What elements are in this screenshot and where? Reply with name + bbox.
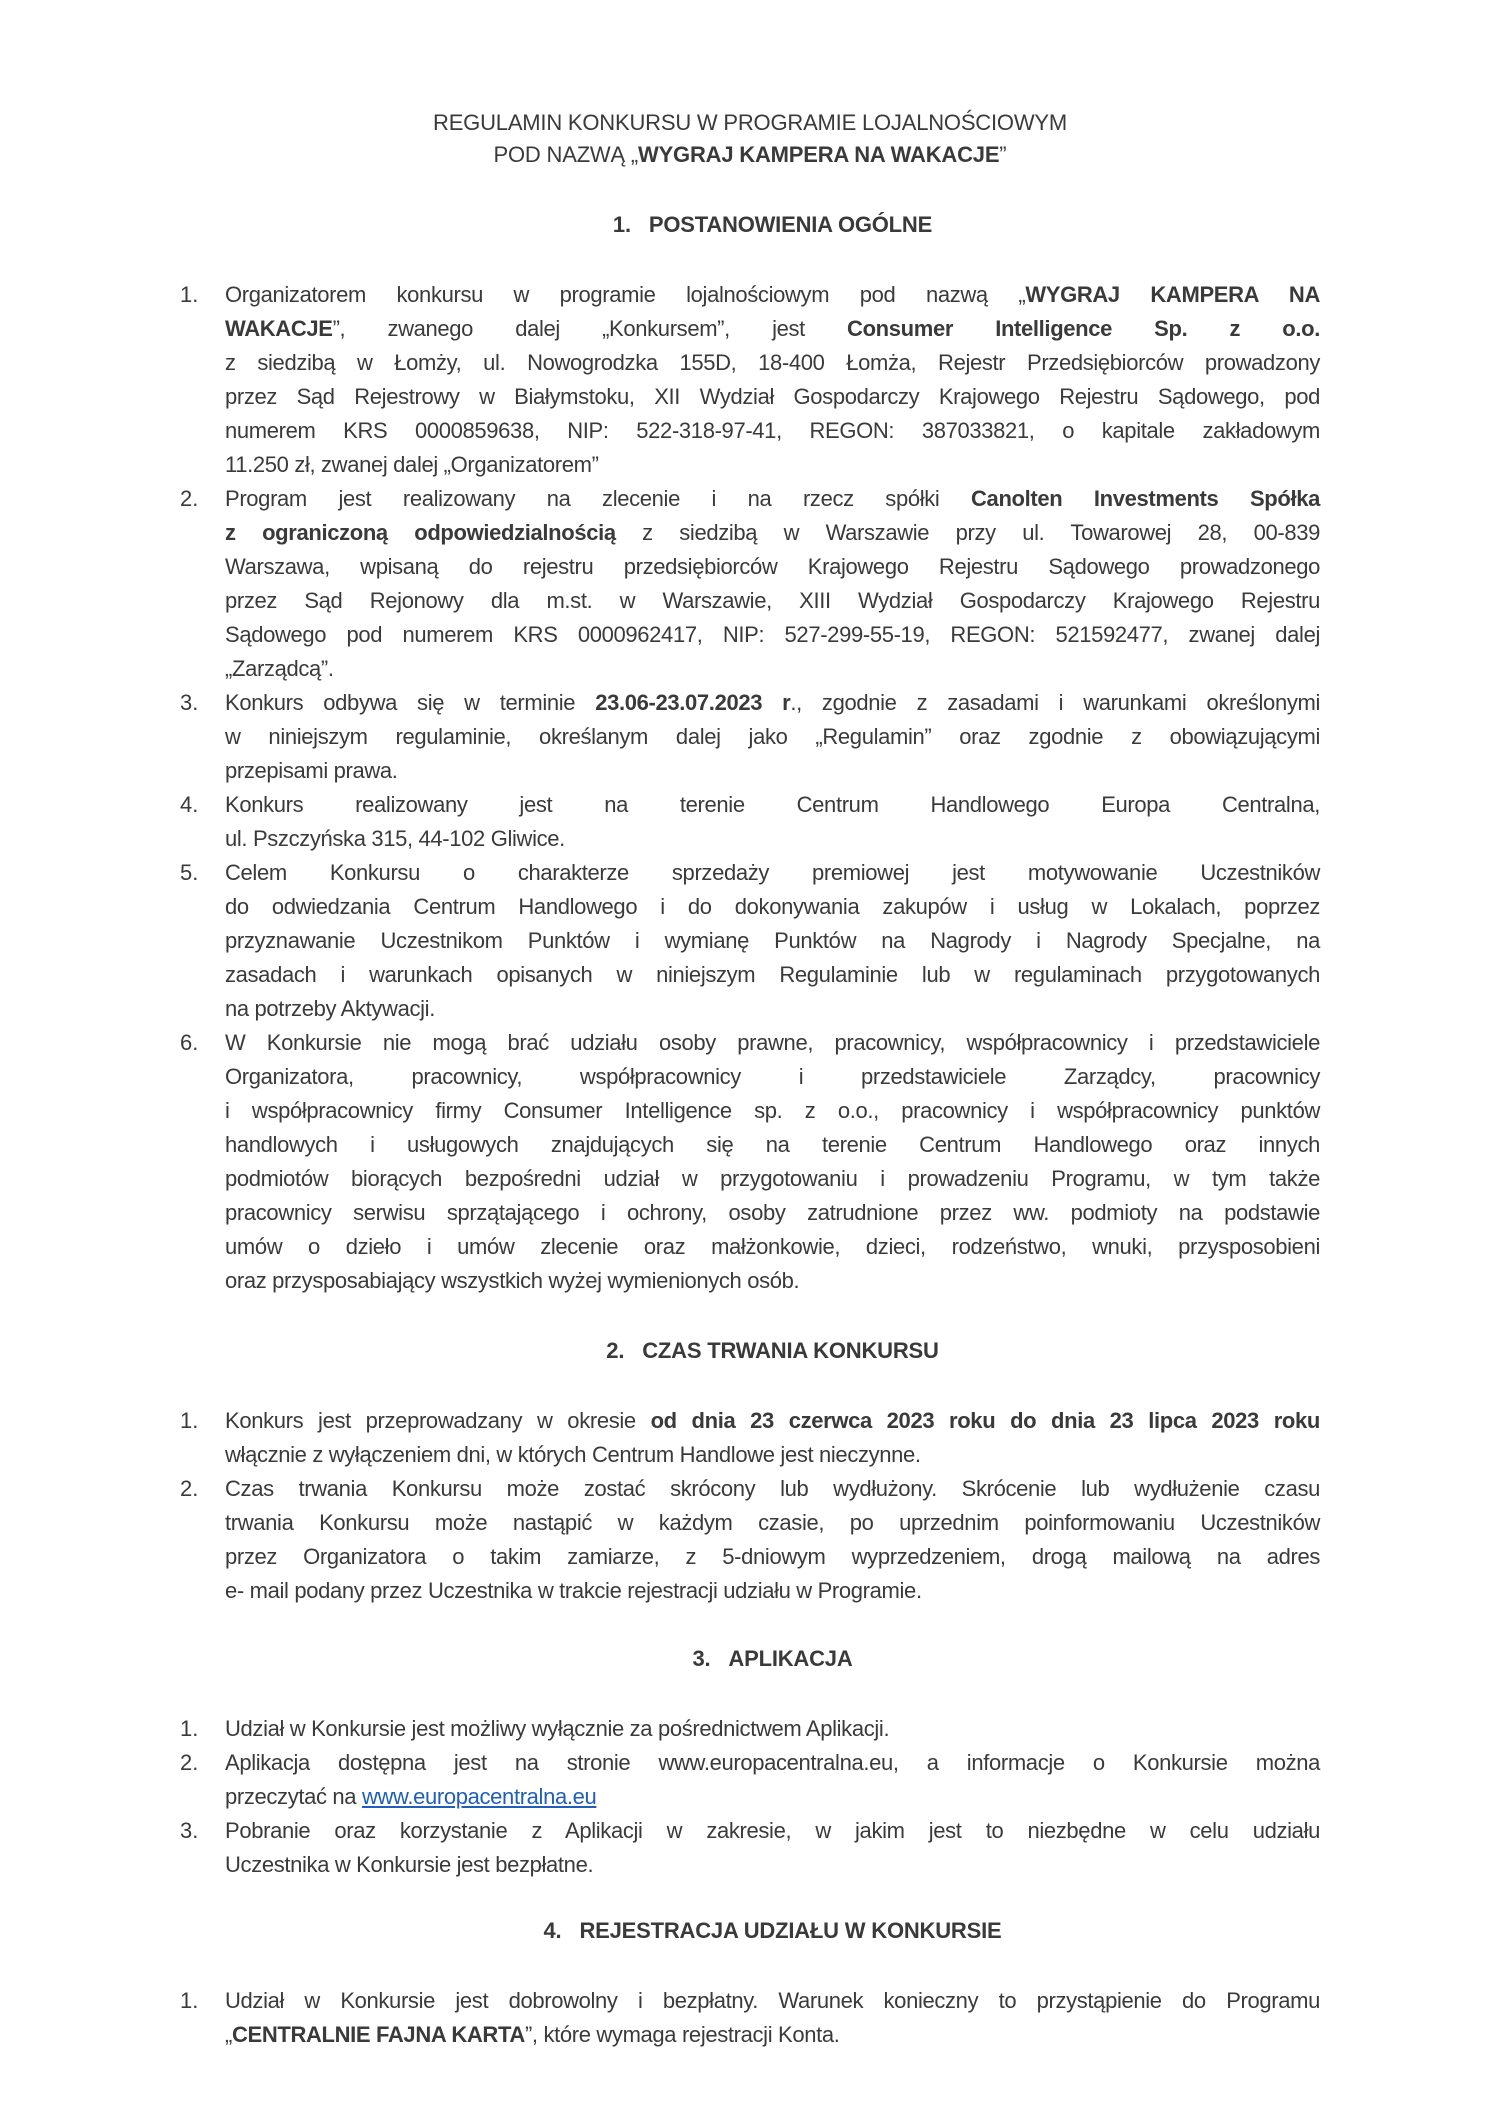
text: Organizatorem konkursu w programie lojalnościowym pod nazwą „ (225, 282, 1026, 307)
text: w niniejszym regulaminie, określanym dalej jako „Regulamin” oraz zgodnie z obowiązującymi (225, 724, 1320, 749)
section-number: 1. (612, 212, 631, 237)
text: ul. Pszczyńska 315, 44-102 Gliwice. (225, 826, 565, 851)
text: „ (225, 2022, 232, 2047)
text: umów o dzieło i umów zlecenie oraz małżonkowie, dzieci, rodzeństwo, wnuki, przysposobieni (225, 1234, 1320, 1259)
text-line (225, 1264, 1320, 1298)
text-line (225, 992, 1320, 1026)
text: Aplikacja dostępna jest na stronie www.europacentralna.eu, a informacje o Konkursie można (225, 1750, 1320, 1775)
section-heading (225, 212, 1320, 238)
text: Konkurs odbywa się w terminie (225, 690, 596, 715)
text: Konkurs jest przeprowadzany w okresie (225, 1408, 651, 1433)
text: przeczytać na (225, 1784, 362, 1809)
text: Udział w Konkursie jest dobrowolny i bezpłatny. Warunek konieczny to przystąpienie do Programu (225, 1988, 1320, 2013)
text: 11.250 zł, zwanej dalej „Organizatorem” (225, 452, 599, 477)
text: W Konkursie nie mogą brać udziału osoby prawne, pracownicy, współpracownicy i przedstawiciele (225, 1030, 1320, 1055)
text-line (225, 1848, 1320, 1882)
text: ”, zwanego dalej „Konkursem”, jest (332, 316, 848, 341)
text: Sądowego pod numerem KRS 0000962417, NIP: 527-299-55-19, REGON: 521592477, zwanej dalej (225, 622, 1320, 647)
text-line (225, 312, 1320, 346)
text: Organizatora, pracownicy, współpracownicy i przedstawiciele Zarządcy, pracownicy (225, 1064, 1320, 1089)
text: zasadach i warunkach opisanych w niniejszym Regulaminie lub w regulaminach przygotowanych (225, 962, 1320, 987)
text: ”, które wymaga rejestracji Konta. (524, 2022, 840, 2047)
text: handlowych i usługowych znajdujących się na terenie Centrum Handlowego oraz innych (225, 1132, 1320, 1157)
text-line (225, 1746, 1320, 1780)
document-title-line1 (0, 110, 1500, 136)
text-line (225, 924, 1320, 958)
section-number: 3. (692, 1646, 711, 1671)
text-line (225, 278, 1320, 312)
text: i współpracownicy firmy Consumer Intelligence sp. z o.o., pracownicy i współpracownicy punktów (225, 1098, 1320, 1123)
text-line (225, 618, 1320, 652)
website-link[interactable]: www.europacentralna.eu (361, 1784, 597, 1809)
text: do odwiedzania Centrum Handlowego i do dokonywania zakupów i usług w Lokalach, poprzez (225, 894, 1320, 919)
text-line (225, 1026, 1320, 1060)
text-line (225, 2018, 1320, 2052)
text-line (225, 1196, 1320, 1230)
text: włącznie z wyłączeniem dni, w których Centrum Handlowe jest nieczynne. (225, 1442, 921, 1467)
text-line (225, 1230, 1320, 1264)
section-title: CZAS TRWANIA KONKURSU (642, 1338, 939, 1363)
text: pracownicy serwisu sprzątającego i ochrony, osoby zatrudnione przez ww. podmioty na podstawie (225, 1200, 1320, 1225)
list-item-text (225, 278, 1320, 482)
list-item-text (225, 686, 1320, 788)
text: Warszawa, wpisaną do rejestru przedsiębiorców Krajowego Rejestru Sądowego prowadzonego (225, 554, 1320, 579)
list-item-number: 1. (180, 1408, 199, 1433)
text-line (225, 1814, 1320, 1848)
text-line (225, 1162, 1320, 1196)
text-line (225, 516, 1320, 550)
list-item-text (225, 1984, 1320, 2052)
text: z siedzibą w Warszawie przy ul. Towarowej 28, 00-839 (615, 520, 1320, 545)
text: na potrzeby Aktywacji. (225, 996, 435, 1021)
text-line (225, 1094, 1320, 1128)
text: przez Organizatora o takim zamiarze, z 5-dniowym wyprzedzeniem, drogą mailową na adres (225, 1544, 1320, 1569)
text-line (225, 482, 1320, 516)
text-line (225, 1438, 1320, 1472)
section-heading (225, 1918, 1320, 1944)
list-item-number: 2. (180, 1476, 199, 1501)
bold-text: od dnia 23 czerwca 2023 roku do dnia 23 lipca 2023 roku (650, 1408, 1320, 1433)
text-line (225, 1128, 1320, 1162)
text-line (225, 448, 1320, 482)
bold-text: CENTRALNIE FAJNA KARTA (231, 2022, 525, 2047)
text: Uczestnika w Konkursie jest bezpłatne. (225, 1852, 594, 1877)
text-line (225, 1780, 1320, 1814)
bold-text: WYGRAJ KAMPERA NA (1025, 282, 1320, 307)
text-line (225, 1574, 1320, 1608)
text-line (225, 652, 1320, 686)
section-heading (225, 1338, 1320, 1364)
title-text: REGULAMIN KONKURSU W PROGRAMIE LOJALNOŚCIOWYM (433, 110, 1067, 135)
list-item-number: 3. (180, 1818, 199, 1843)
text-line (225, 720, 1320, 754)
text: Czas trwania Konkursu może zostać skrócony lub wydłużony. Skrócenie lub wydłużenie czasu (225, 1476, 1320, 1501)
list-item-text (225, 1472, 1320, 1608)
list-item-text (225, 1712, 1320, 1746)
text-line (225, 550, 1320, 584)
text: przez Sąd Rejestrowy w Białymstoku, XII Wydział Gospodarczy Krajowego Rejestru Sądowego, pod (225, 384, 1320, 409)
section-number: 2. (606, 1338, 625, 1363)
list-item-number: 1. (180, 282, 199, 307)
contest-name: WYGRAJ KAMPERA NA WAKACJE (638, 142, 1000, 167)
text-line (225, 1404, 1320, 1438)
text: „Zarządcą”. (225, 656, 334, 681)
section-title: APLIKACJA (728, 1646, 853, 1671)
list-item-number: 1. (180, 1988, 199, 2013)
text-line (225, 1540, 1320, 1574)
list-item-number: 6. (180, 1030, 199, 1055)
text-line (225, 890, 1320, 924)
text-line (225, 584, 1320, 618)
text-line (225, 380, 1320, 414)
text-line (225, 958, 1320, 992)
bold-text: 23.06-23.07.2023 r (595, 690, 791, 715)
list-item-number: 5. (180, 860, 199, 885)
document-title-line2 (0, 142, 1500, 168)
list-item-number: 3. (180, 690, 199, 715)
list-item-number: 1. (180, 1716, 199, 1741)
text-line (225, 1472, 1320, 1506)
section-number: 4. (543, 1918, 562, 1943)
text: trwania Konkursu może nastąpić w każdym czasie, po uprzednim poinformowaniu Uczestników (225, 1510, 1320, 1535)
text-line (225, 686, 1320, 720)
text-line (225, 1984, 1320, 2018)
title-suffix: ” (999, 142, 1007, 167)
text-line (225, 1060, 1320, 1094)
text-line (225, 754, 1320, 788)
list-item-text (225, 1814, 1320, 1882)
text-line (225, 346, 1320, 380)
list-item-text (225, 856, 1320, 1026)
text-line (225, 856, 1320, 890)
text: numerem KRS 0000859638, NIP: 522-318-97-41, REGON: 387033821, o kapitale zakładowym (225, 418, 1320, 443)
text: Udział w Konkursie jest możliwy wyłącznie za pośrednictwem Aplikacji. (225, 1716, 890, 1741)
list-item-text (225, 482, 1320, 686)
bold-text: Canolten Investments Spółka (971, 486, 1321, 511)
text-line (225, 414, 1320, 448)
text-line (225, 1506, 1320, 1540)
text: przepisami prawa. (225, 758, 398, 783)
text: Celem Konkursu o charakterze sprzedaży premiowej jest motywowanie Uczestników (225, 860, 1320, 885)
text: z siedzibą w Łomży, ul. Nowogrodzka 155D, 18-400 Łomża, Rejestr Przedsiębiorców prowadzony (225, 350, 1320, 375)
title-prefix: POD NAZWĄ „ (493, 142, 639, 167)
section-title: POSTANOWIENIA OGÓLNE (648, 212, 933, 237)
text: podmiotów biorących bezpośredni udział w przygotowaniu i prowadzeniu Programu, w tym także (225, 1166, 1320, 1191)
list-item-text (225, 1404, 1320, 1472)
list-item-text (225, 1746, 1320, 1814)
bold-text: WAKACJE (225, 316, 333, 341)
list-item-number: 2. (180, 486, 199, 511)
text: oraz przysposabiający wszystkich wyżej wymienionych osób. (225, 1268, 800, 1293)
section-title: REJESTRACJA UDZIAŁU W KONKURSIE (579, 1918, 1002, 1943)
bold-text: Consumer Intelligence Sp. z o.o. (847, 316, 1320, 341)
text: przez Sąd Rejonowy dla m.st. w Warszawie, XIII Wydział Gospodarczy Krajowego Rejestru (225, 588, 1320, 613)
section-heading (225, 1646, 1320, 1672)
text-line (225, 788, 1320, 822)
list-item-number: 2. (180, 1750, 199, 1775)
text: przyznawanie Uczestnikom Punktów i wymianę Punktów na Nagrody i Nagrody Specjalne, na (225, 928, 1320, 953)
text-line (225, 822, 1320, 856)
text-line (225, 1712, 1320, 1746)
text: e- mail podany przez Uczestnika w trakcie rejestracji udziału w Programie. (225, 1578, 922, 1603)
text: Konkurs realizowany jest na terenie Centrum Handlowego Europa Centralna, (225, 792, 1320, 817)
list-item-text (225, 788, 1320, 856)
text: Program jest realizowany na zlecenie i na rzecz spółki (225, 486, 972, 511)
text: ., zgodnie z zasadami i warunkami określonymi (790, 690, 1320, 715)
bold-text: z ograniczoną odpowiedzialnością (225, 520, 616, 545)
list-item-number: 4. (180, 792, 199, 817)
text: Pobranie oraz korzystanie z Aplikacji w zakresie, w jakim jest to niezbędne w celu udziału (225, 1818, 1320, 1843)
list-item-text (225, 1026, 1320, 1298)
